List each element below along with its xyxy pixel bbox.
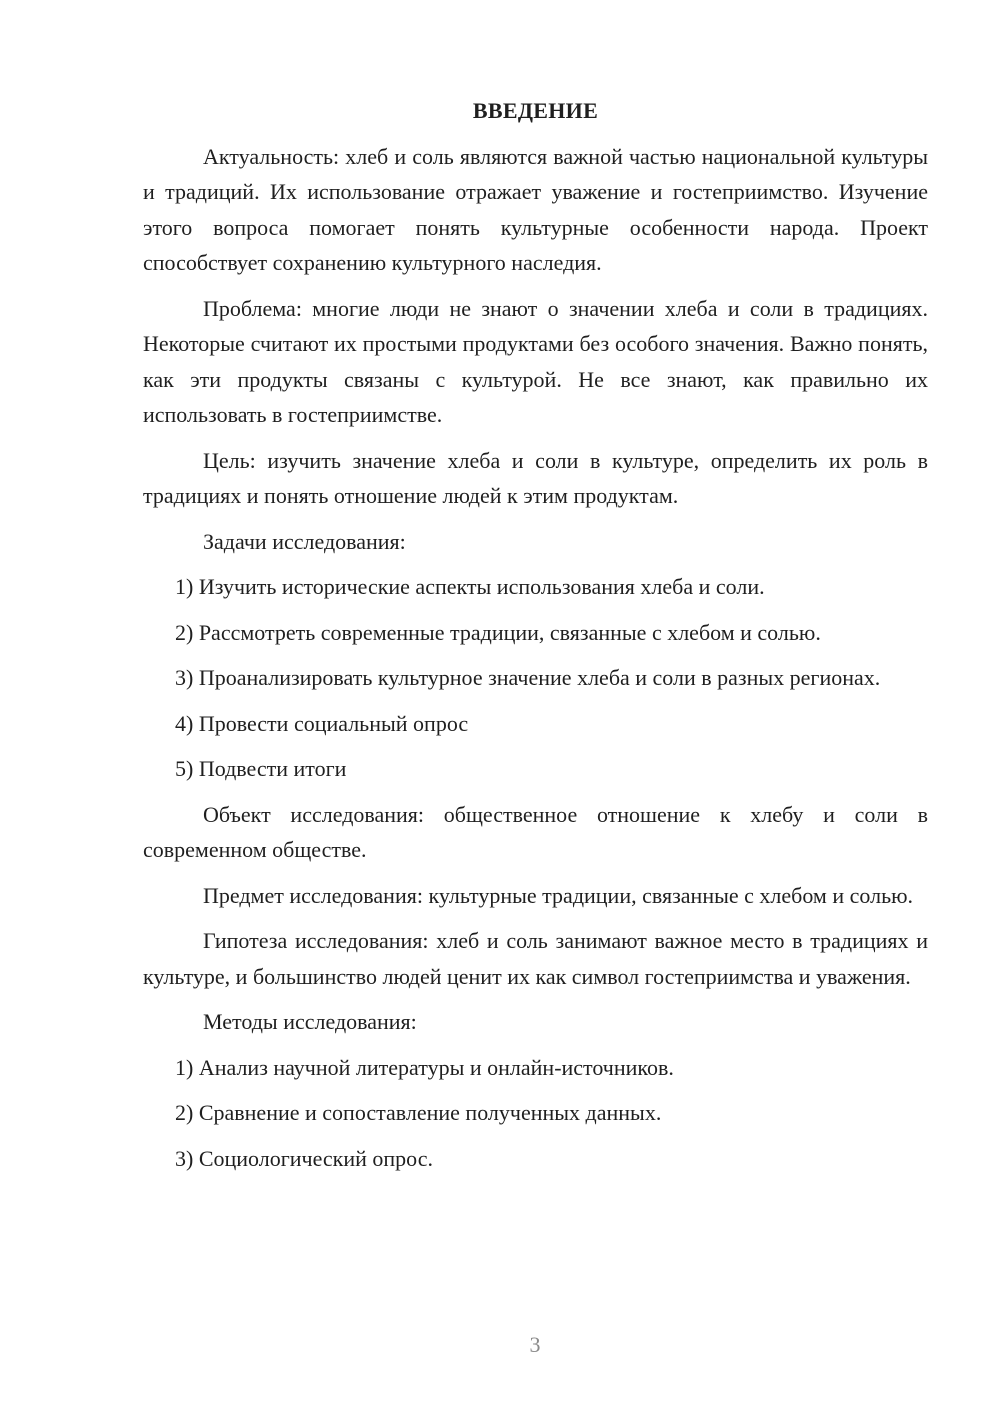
task-item-2: 2) Рассмотреть современные традиции, связанные с хлебом и солью. <box>175 619 821 645</box>
methods-heading: Методы исследования: <box>203 1009 417 1034</box>
object-paragraph: Объект исследования: общественное отношение к хлебу и соли в современном обществе. <box>143 801 928 862</box>
method-item-2: 2) Сравнение и сопоставление полученных данных. <box>175 1100 662 1125</box>
problem-paragraph: Проблема: многие люди не знают о значении хлеба и соли в традициях. Некоторые считают их простыми продуктами без особого значения. Важно понять, как эти продукты связаны с культурой. Не все знают, как правильно их использовать в гостеприимстве. <box>143 295 928 427</box>
section-title: ВВЕДЕНИЕ <box>472 98 599 123</box>
task-item-3: 3) Проанализировать культурное значение хлеба и соли в разных регионах. <box>175 665 881 690</box>
relevance-paragraph: Актуальность: хлеб и соль являются важной частью национальной культуры и традиций. Их использование отражает уважение и гостеприимство. Изучение этого вопроса помогает понять культурные особенности народа. Проект способствует сохранению культурного наследия. <box>143 143 928 275</box>
subject-paragraph: Предмет исследования: культурные традиции, связанные с хлебом и солью. <box>203 882 914 908</box>
task-item-4: 4) Провести социальный опрос <box>175 710 469 736</box>
page-number: 3 <box>529 1332 541 1357</box>
method-item-3: 3) Социологический опрос. <box>175 1145 433 1171</box>
task-item-5: 5) Подвести итоги <box>175 756 347 781</box>
hypothesis-paragraph: Гипотеза исследования: хлеб и соль занимают важное место в традициях и культуре, и большинство людей ценит их как символ гостеприимства и уважения. <box>143 928 928 989</box>
goal-paragraph: Цель: изучить значение хлеба и соли в культуре, определить их роль в традициях и понять отношение людей к этим продуктам. <box>143 447 928 508</box>
tasks-heading: Задачи исследования: <box>203 528 406 554</box>
page-content <box>143 93 928 1186</box>
task-item-1: 1) Изучить исторические аспекты использования хлеба и соли. <box>175 574 765 599</box>
method-item-1: 1) Анализ научной литературы и онлайн-источников. <box>175 1054 674 1080</box>
